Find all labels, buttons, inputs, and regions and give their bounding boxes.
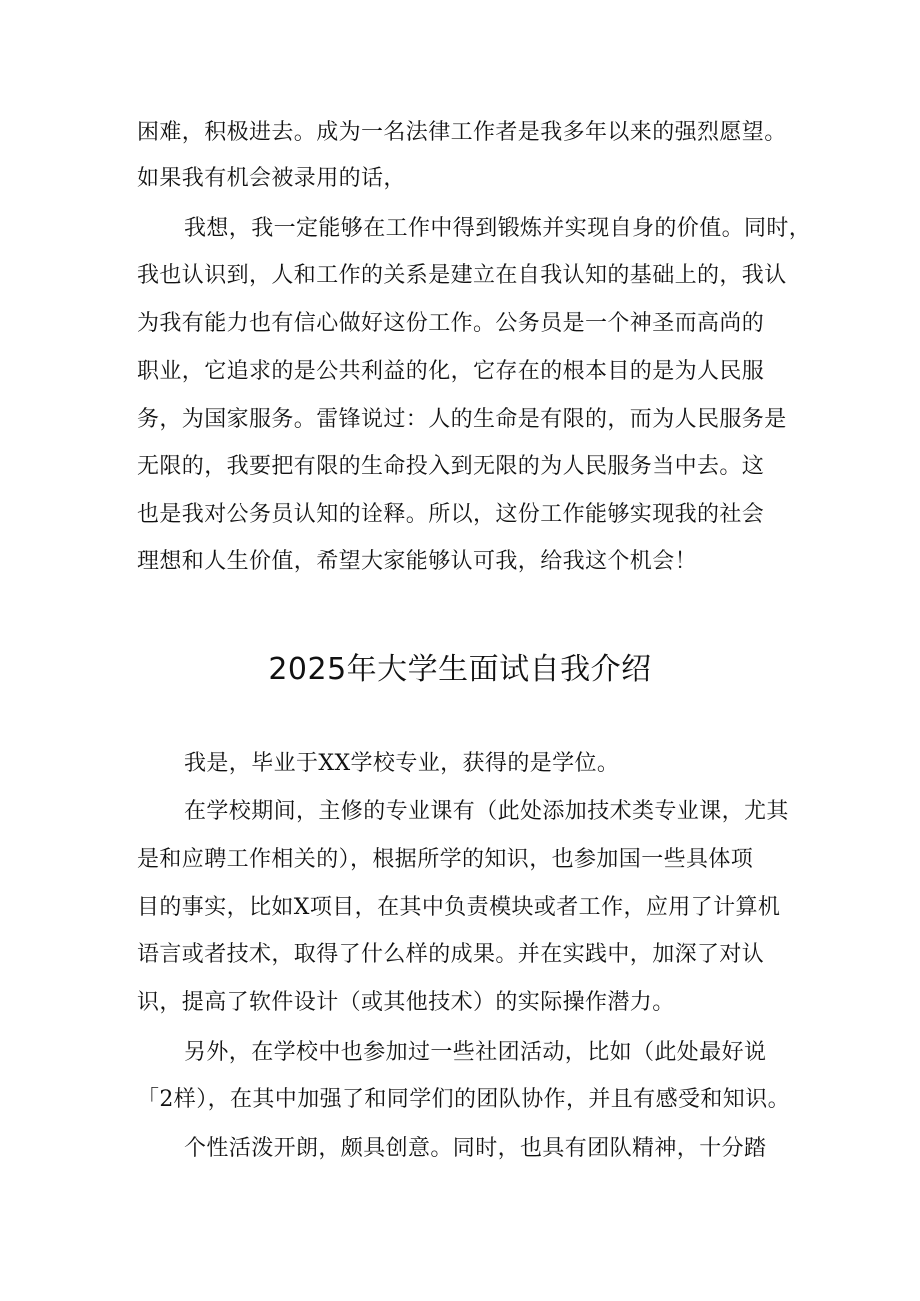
paragraph-line: 我想，我一定能够在工作中得到锻炼并实现自身的价值。同时， — [184, 216, 812, 241]
paragraph-line: 语言或者技术，取得了什么样的成果。并在实践中，加深了对认 — [137, 942, 765, 967]
document-title: 2025年大学生面试自我介绍 — [268, 652, 652, 687]
paragraph-line: 是和应聘工作相关的），根据所学的知识，也参加国一些具体项 — [137, 847, 754, 872]
paragraph-line: 务，为国家服务。雷锋说过：人的生命是有限的，而为人民服务是 — [137, 407, 787, 432]
paragraph-line: 在学校期间，主修的专业课有（此处添加技术类专业课，尤其 — [184, 799, 789, 824]
paragraph-line: 如果我有机会被录用的话， — [137, 166, 406, 191]
paragraph-line: 困难，积极进去。成为一名法律工作者是我多年以来的强烈愿望。 — [137, 120, 787, 145]
paragraph-line: 职业，它追求的是公共利益的化，它存在的根本目的是为人民服 — [137, 359, 765, 384]
paragraph-line: 我也认识到，人和工作的关系是建立在自我认知的基础上的，我认 — [137, 263, 787, 288]
paragraph-line: 理想和人生价值，希望大家能够认可我，给我这个机会！ — [137, 549, 698, 574]
paragraph-line: 个性活泼开朗，颇具创意。同时，也具有团队精神，十分踏 — [184, 1136, 767, 1161]
paragraph-line: 另外，在学校中也参加过一些社团活动，比如（此处最好说 — [184, 1040, 767, 1065]
paragraph-line: 识，提高了软件设计（或其他技术）的实际操作潜力。 — [137, 990, 675, 1015]
paragraph-line: 无限的，我要把有限的生命投入到无限的为人民服务当中去。这 — [137, 454, 765, 479]
paragraph-line: 我是，毕业于XX学校专业，获得的是学位。 — [184, 751, 620, 776]
paragraph-line: 「2样），在其中加强了和同学们的团队协作，并且有感受和知识。 — [137, 1087, 790, 1112]
paragraph-line: 为我有能力也有信心做好这份工作。公务员是一个神圣而高尚的 — [137, 311, 765, 336]
paragraph-line: 目的事实，比如X项目，在其中负责模块或者工作，应用了计算机 — [137, 895, 781, 920]
paragraph-line: 也是我对公务员认知的诠释。所以，这份工作能够实现我的社会 — [137, 502, 765, 527]
